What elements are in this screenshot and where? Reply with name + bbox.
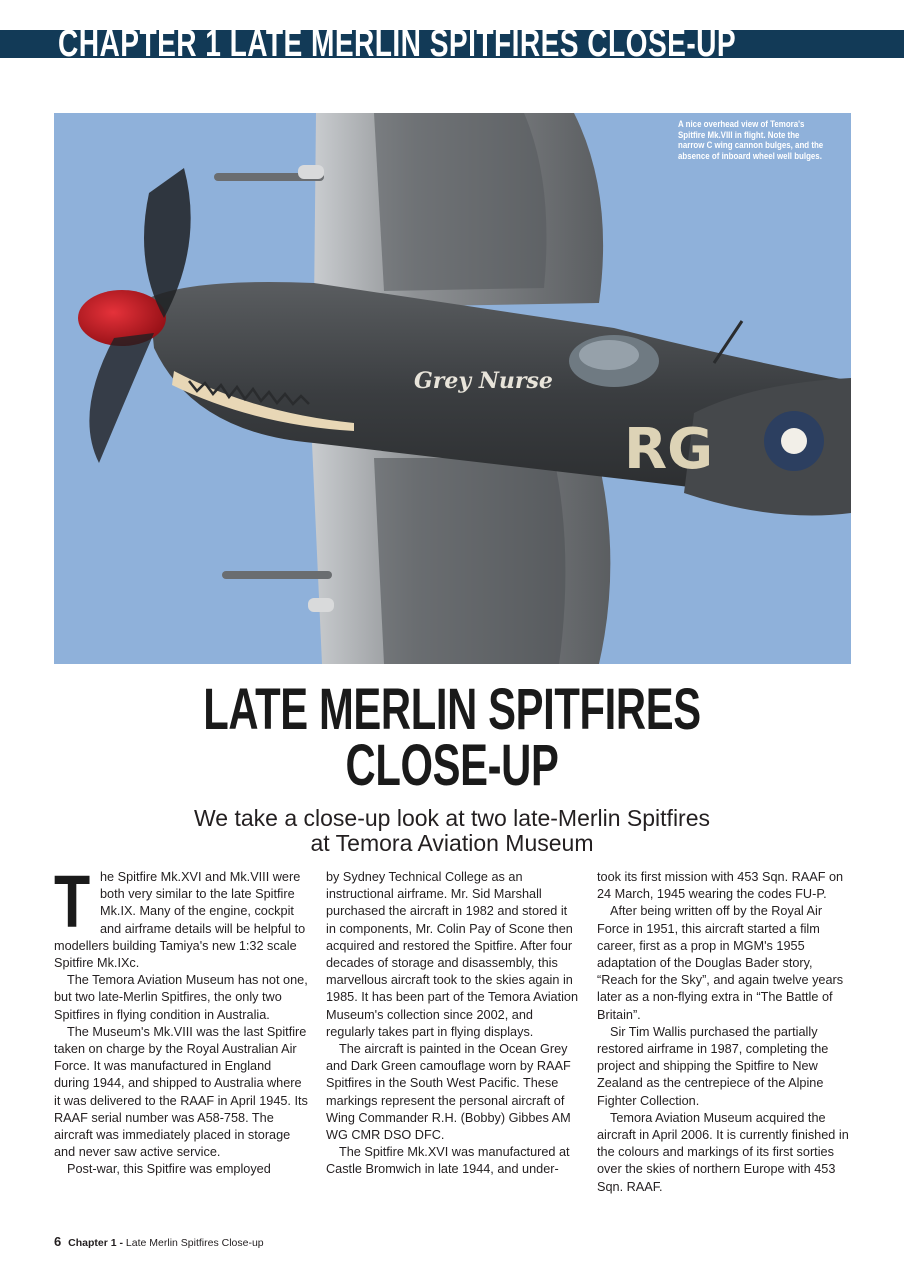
lower-cannon bbox=[222, 571, 332, 579]
photo-caption: A nice overhead view of Temora's Spitfire Mk.VIII in flight. Note the narrow C wing cannon bulges, and the absence of inboard wheel well bulges. bbox=[678, 119, 824, 161]
headline-line-2: CLOSE-UP bbox=[345, 733, 559, 798]
paragraph: The Museum's Mk.VIII was the last Spitfire taken on charge by the Royal Australian Air Force. It was manufactured in England during 1944, and shipped to Australia where it was delivered to the RAAF in April 1945. Its RAAF serial number was A58-758. The aircraft was immediately placed in storage and never saw active service. bbox=[54, 1024, 308, 1160]
lower-wing-camo bbox=[374, 458, 565, 664]
subtitle-line-2: at Temora Aviation Museum bbox=[310, 830, 594, 856]
article-column-1 bbox=[54, 860, 308, 1179]
page-number: 6 bbox=[54, 1234, 62, 1249]
spitfire-photo bbox=[54, 113, 851, 664]
article-column-3 bbox=[597, 869, 851, 1196]
page-footer bbox=[54, 1234, 264, 1249]
footer-chapter-label: Chapter 1 - bbox=[68, 1237, 123, 1249]
footer-chapter-title: Late Merlin Spitfires Close-up bbox=[125, 1237, 264, 1249]
subtitle-line-1: We take a close-up look at two late-Merlin Spitfires bbox=[193, 805, 711, 831]
nose-art-text: Grey Nurse bbox=[414, 368, 553, 394]
spitfire-illustration bbox=[54, 113, 851, 664]
chapter-title: CHAPTER 1 LATE MERLIN SPITFIRES CLOSE-UP bbox=[58, 23, 737, 65]
paragraph: After being written off by the Royal Air Force in 1951, this aircraft started a film career, first as a prop in MGM's 1955 adaptation of the Douglas Bader story, “Reach for the Sky”, and again twelve years later as a non-flying extra in “The Battle of Britain”. bbox=[597, 904, 844, 1022]
paragraph: Post-war, this Spitfire was employed bbox=[67, 1162, 271, 1177]
article-subtitle bbox=[0, 806, 904, 856]
paragraph: Temora Aviation Museum acquired the aircraft in April 2006. It is currently finished in the colours and markings of its first sorties over the skies of northern Europe with 453 Sqn. RAAF. bbox=[597, 1110, 849, 1194]
article-column-2 bbox=[326, 869, 580, 1179]
roundel-inner bbox=[781, 428, 807, 454]
paragraph: The aircraft is painted in the Ocean Grey and Dark Green camouflage worn by RAAF Spitfires in the South West Pacific. These markings represent the personal aircraft of Wing Commander R.H. (Bobby) Gibbes AM WG CMR DSO DFC. bbox=[326, 1042, 571, 1143]
headline-line-1: LATE MERLIN SPITFIRES bbox=[203, 677, 701, 742]
drop-cap: T bbox=[54, 860, 91, 943]
paragraph: took its first mission with 453 Sqn. RAAF on 24 March, 1945 wearing the codes FU-P. bbox=[597, 870, 844, 902]
paragraph: Sir Tim Wallis purchased the partially restored airframe in 1987, completing the project and shipping the Spitfire to New Zealand as the centrepiece of the Alpine Fighter Collection. bbox=[597, 1024, 829, 1108]
paragraph: The Temora Aviation Museum has not one, but two late-Merlin Spitfires, the only two Spitfires in flying condition in Australia. bbox=[54, 973, 308, 1022]
paragraph: by Sydney Technical College as an instructional airframe. Mr. Sid Marshall purchased the aircraft in 1982 and stored it in components, Mr. Colin Pay of Scone then acquired and restored the Spitfire. After four decades of storage and disassembly, this marvellous aircraft took to the skies again in 1985. It has been part of the Temora Aviation Museum's collection since 2002, and regularly takes part in flying displays. bbox=[326, 870, 579, 1039]
paragraph: he Spitfire Mk.XVI and Mk.VIII were both very similar to the late Spitfire Mk.IX. Many of the engine, cockpit and airframe details will be helpful to modellers building Tamiya's new 1:32 scale Spitfire Mk.IXc. bbox=[54, 870, 306, 971]
article-headline bbox=[0, 677, 904, 798]
paragraph: The Spitfire Mk.XVI was manufactured at Castle Bromwich in late 1944, and under- bbox=[326, 1145, 570, 1177]
squadron-codes: RG bbox=[624, 417, 714, 482]
upper-wing-camo bbox=[374, 113, 547, 291]
